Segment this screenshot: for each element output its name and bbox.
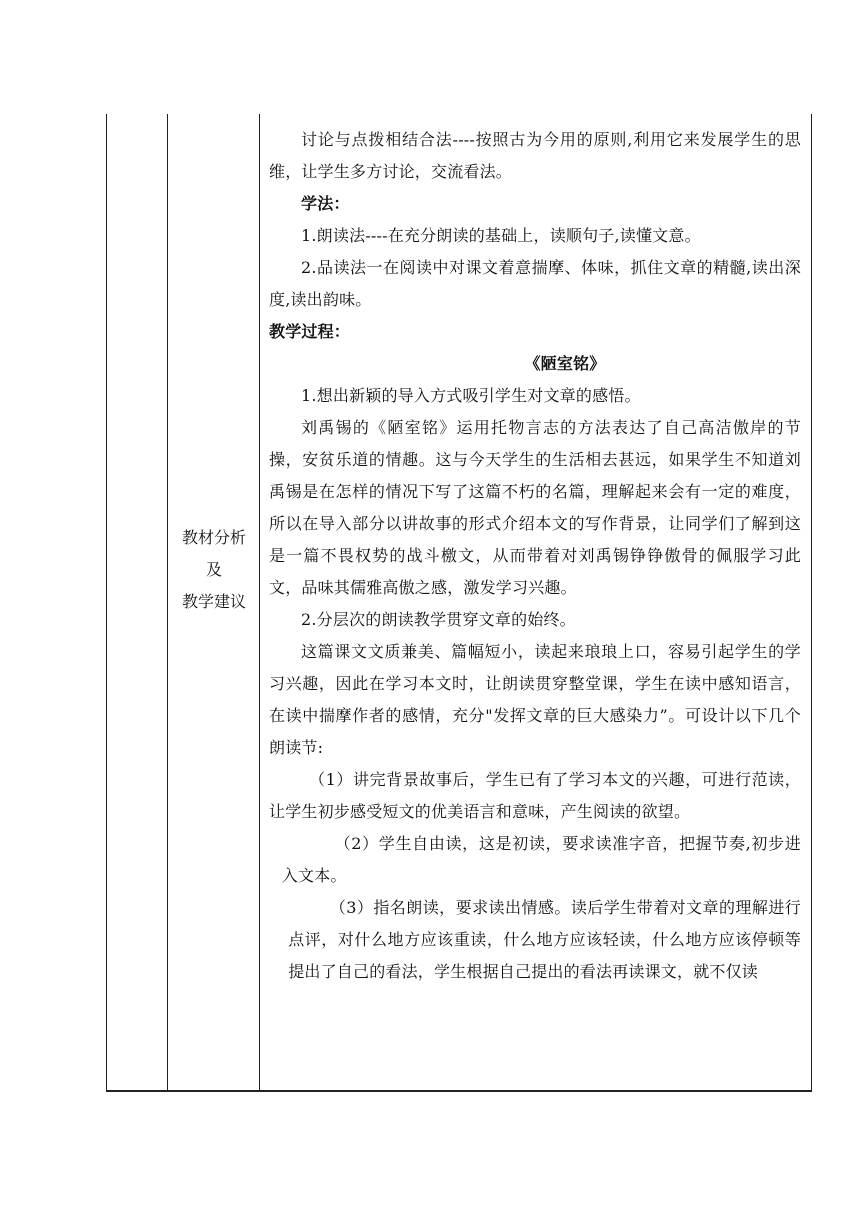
reading-item-3: （3）指名朗读，要求读出情感。读后学生带着对文章的理解进行点评，对什么地方应该重读，什么地方应该轻读，什么地方应该停顿等提出了自己的看法，学生根据自己提出的看法再读课文，就不仅读 bbox=[288, 898, 801, 981]
row-label-line-1: 教材分析 bbox=[181, 528, 246, 547]
step-1-body: 刘禹锡的《陋室铭》运用托物言志的方法表达了自己高洁傲岸的节操，安贫乐道的情趣。这与今天学生的生活相去甚远，如果学生不知道刘禹锡是在怎样的情况下写了这篇不朽的名篇，理解起来会有一定的难度，所以在导入部分以讲故事的形式介绍本文的写作背景，让同学们了解到这是一篇不畏权势的战斗檄文，从而带着对刘禹锡铮铮傲骨的佩服学习此文，品味其儒雅高傲之感，激发学习兴趣。 bbox=[269, 418, 801, 597]
xuefa-item-1: 1.朗读法----在充分朗读的基础上，读顺句子,读懂文意。 bbox=[301, 226, 701, 245]
row-label-line-3: 教学建议 bbox=[181, 592, 246, 611]
table-border-right bbox=[811, 114, 812, 1092]
method-paragraph: 讨论与点拨相结合法----按照古为今用的原则,利用它来发展学生的思维，让学生多方讨论，交流看法。 bbox=[269, 130, 801, 181]
table-border-left bbox=[106, 114, 107, 1092]
xuefa-item-2: 2.品读法一在阅读中对课文着意揣摩、体味，抓住文章的精髓,读出深度,读出韵味。 bbox=[269, 258, 801, 309]
table-border-bottom bbox=[106, 1090, 812, 1092]
process-heading: 教学过程： bbox=[269, 322, 351, 341]
step-2-body: 这篇课文文质兼美、篇幅短小，读起来琅琅上口，容易引起学生的学习兴趣，因此在学习本文时，让朗读贯穿整堂课，学生在读中感知语言，在读中揣摩作者的感情，充分"发挥文章的巨大感染力”。可设计以下几个朗读节: bbox=[269, 642, 801, 757]
reading-item-2: （2）学生自由读，这是初读，要求读准字音，把握节奏,初步进入文本。 bbox=[281, 834, 801, 885]
lesson-title: 《陋室铭》 bbox=[524, 354, 606, 373]
row-label bbox=[168, 522, 260, 618]
row-label-line-2: 及 bbox=[205, 560, 222, 579]
lesson-table bbox=[106, 114, 812, 1092]
step-1-heading: 1.想出新颖的导入方式吸引学生对文章的感悟。 bbox=[301, 386, 641, 405]
step-2-heading: 2.分层次的朗读教学贯穿文章的始终。 bbox=[301, 610, 576, 629]
xuefa-heading: 学法： bbox=[301, 194, 350, 213]
content-cell bbox=[269, 124, 801, 988]
reading-item-1: （1）讲完背景故事后，学生已有了学习本文的兴趣，可进行范读，让学生初步感受短文的优美语言和意味，产生阅读的欲望。 bbox=[269, 770, 801, 821]
